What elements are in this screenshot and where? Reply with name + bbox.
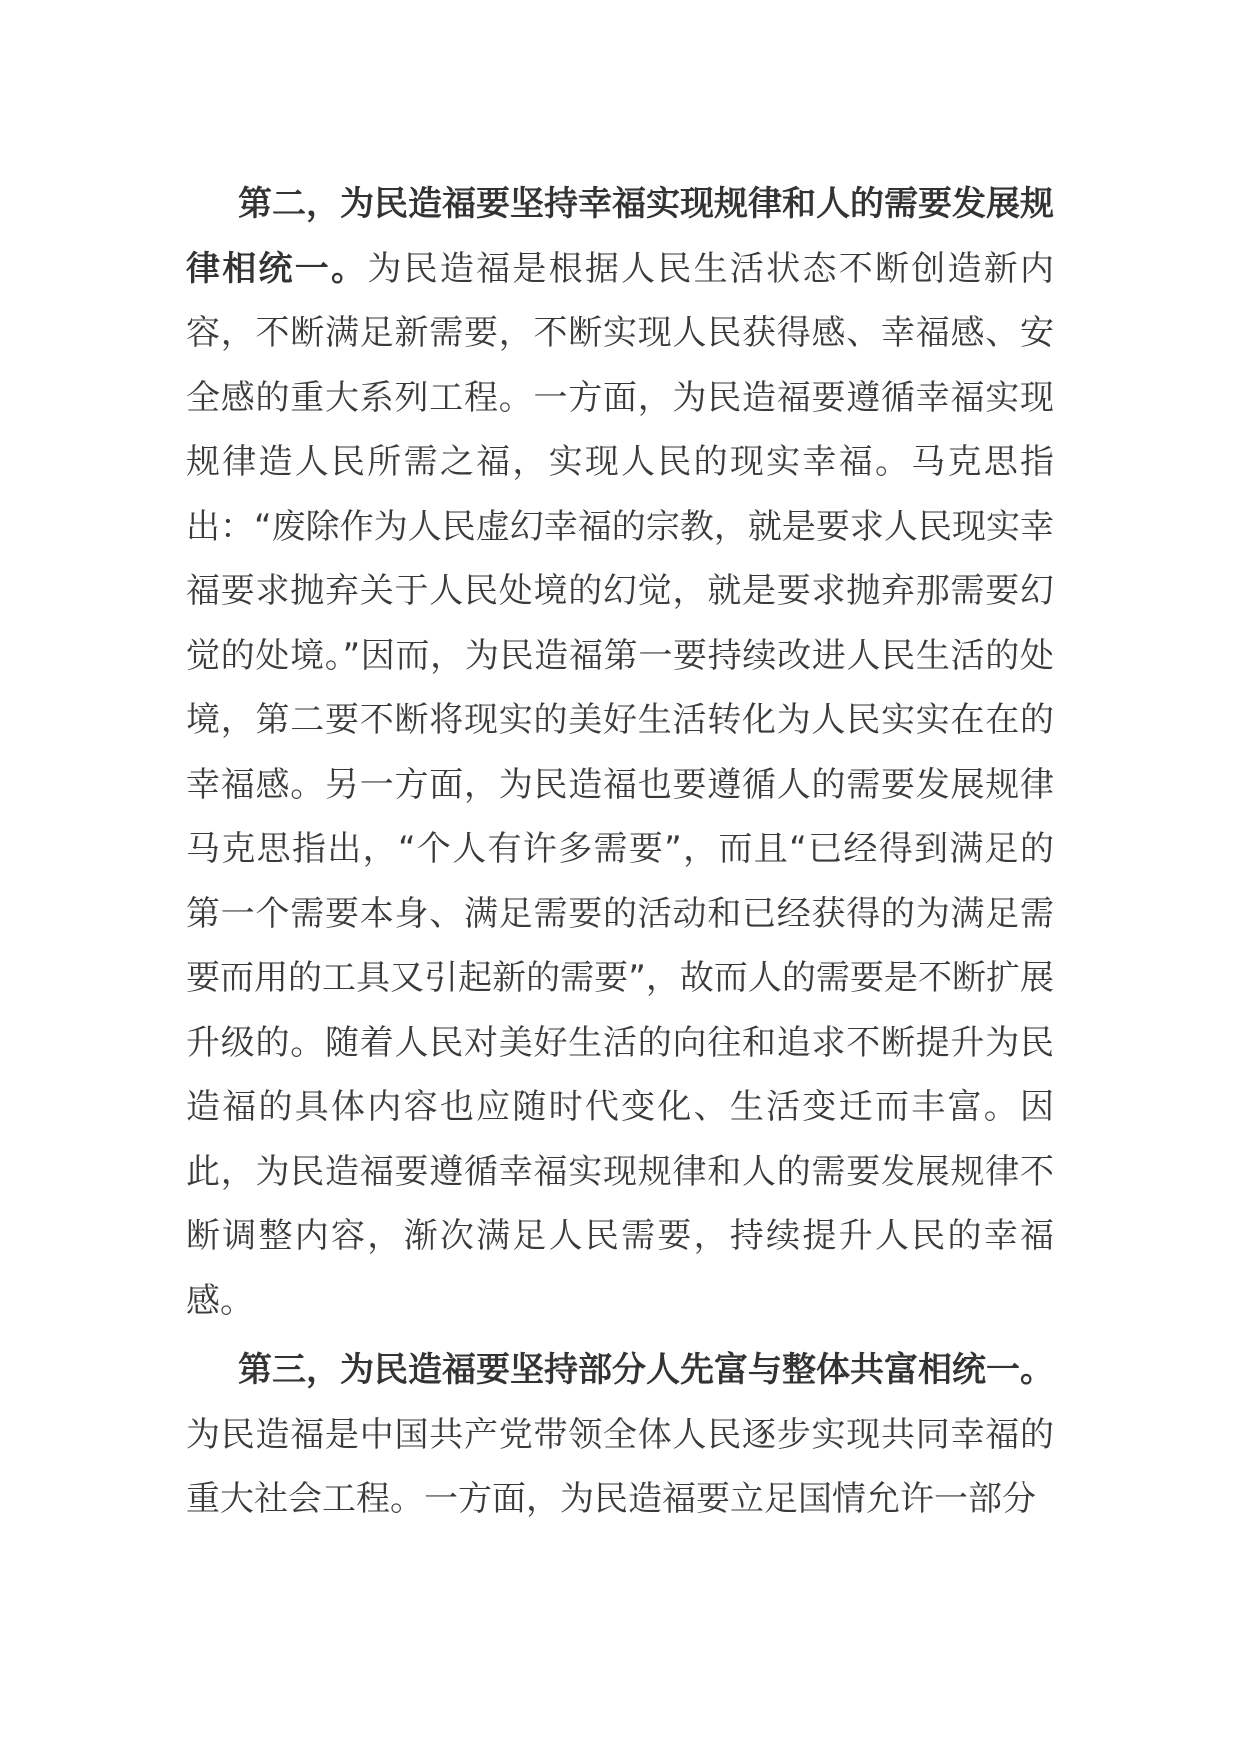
paragraph-text: 为民造福是中国共产党带领全体人民逐步实现共同幸福的重大社会工程。一方面，为民造福要立足国情允许一部分 (186, 1414, 1054, 1519)
paragraph-heading: 第二，为民造福要坚持幸福实现规律和人的需要发展规律相统一。 (186, 184, 1054, 289)
document-body (186, 172, 1054, 1532)
paragraph-heading: 第三，为民造福要坚持部分人先富与整体共富相统一。 (238, 1350, 1054, 1390)
paragraph-third-point (186, 1338, 1054, 1532)
paragraph-second-point (186, 172, 1054, 1333)
paragraph-text: 为民造福是根据人民生活状态不断创造新内容，不断满足新需要，不断实现人民获得感、幸福感、安全感的重大系列工程。一方面，为民造福要遵循幸福实现规律造人民所需之福，实现人民的现实幸福。马克思指出：“废除作为人民虚幻幸福的宗教，就是要求人民现实幸福要求抛弃关于人民处境的幻觉，就是要求抛弃那需要幻觉的处境。”因而，为民造福第一要持续改进人民生活的处境，第二要不断将现实的美好生活转化为人民实实在在的幸福感。另一方面，为民造福也要遵循人的需要发展规律马克思指出，“个人有许多需要”，而且“已经得到满足的第一个需要本身、满足需要的活动和已经获得的为满足需要而用的工具又引起新的需要”，故而人的需要是不断扩展升级的。随着人民对美好生活的向往和追求不断提升为民造福的具体内容也应随时代变化、生活变迁而丰富。因此，为民造福要遵循幸福实现规律和人的需要发展规律不断调整内容，渐次满足人民需要，持续提升人民的幸福感。 (186, 248, 1055, 1321)
